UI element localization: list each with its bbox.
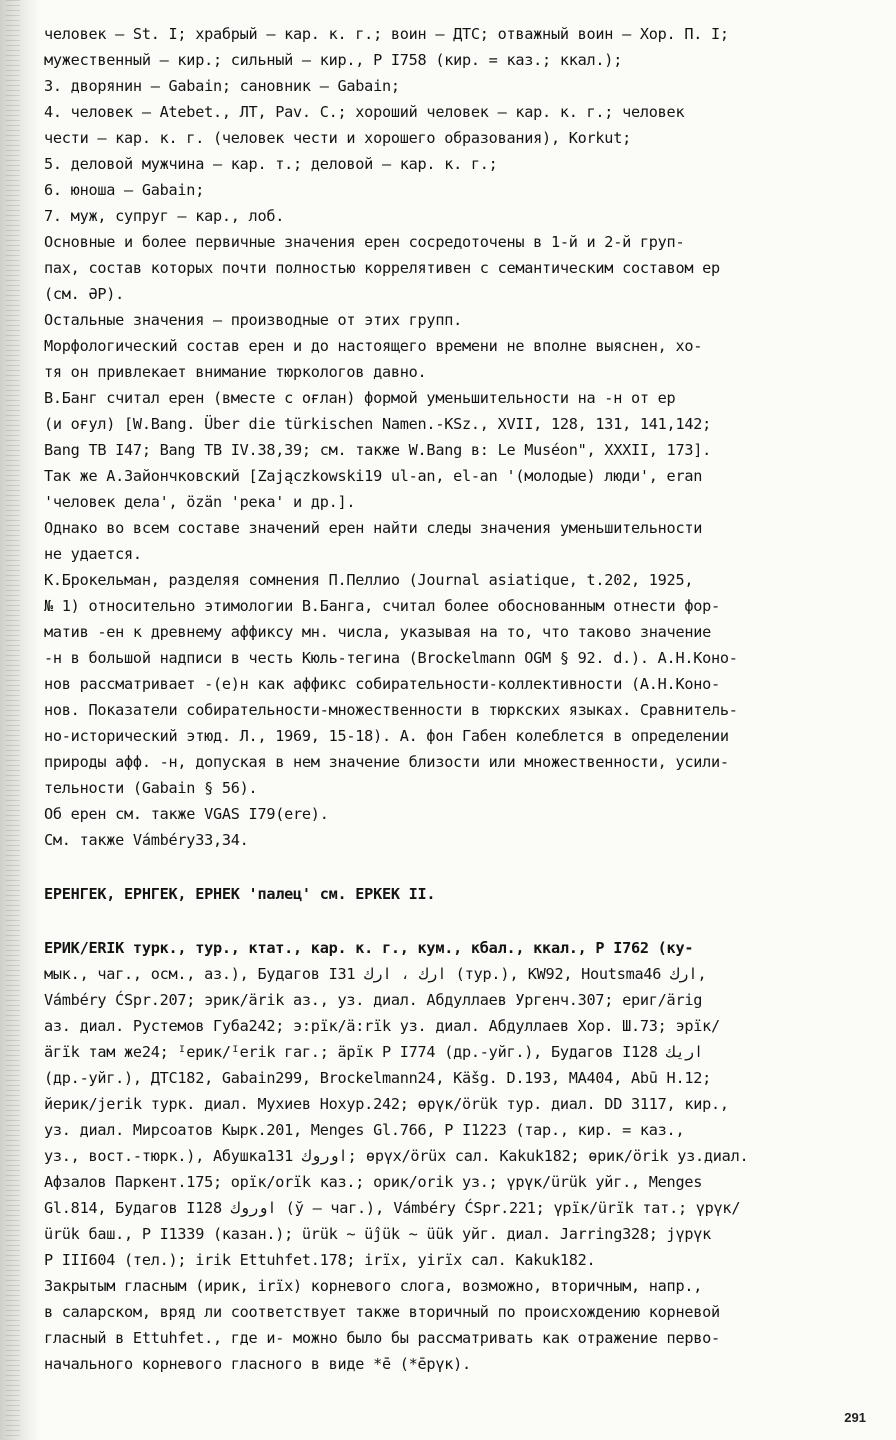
text-line-24: матив -ен к древнему аффиксу мн. числа, указывая на то, что таково значение — [44, 623, 712, 641]
text-line-16: (и оғул) [W.Bang. Über die türkischen Namen.-KSz., XVII, 128, 131, 141,142; — [44, 415, 712, 433]
text-line-31: Об ерен см. также VGAS I79(ere). — [44, 805, 329, 823]
text-line-10: пах, состав которых почти полностью коррелятивен с семантическим составом ер — [44, 259, 720, 277]
text-line-22: К.Брокельман, разделяя сомнения П.Пеллио (Journal asiatique, t.202, 1925, — [44, 571, 694, 589]
text-line-44: уз., вост.-тюрк.), Абушка131 اوروك; өрүх/örüx сал. Kakuk182; өрик/örik уз.диал. — [44, 1147, 749, 1165]
text-line-35 — [44, 912, 866, 934]
text-line-23: № 1) относительно этимологии В.Банга, считал более обоснованным отнести фор- — [44, 597, 720, 615]
text-line-18: Так же А.Зайончковский [Zajączkowski19 ul-an, el-an '(молодые) люди', eran — [44, 467, 703, 485]
text-line-28: но-исторический этюд. Л., 1969, 15-18). А. фон Габен колеблется в определении — [44, 727, 729, 745]
text-line-3: 3. дворянин – Gabain; сановник – Gabain; — [44, 77, 400, 95]
text-line-39: аз. диал. Рустемов Губа242; э:рїк/ä:rїk уз. диал. Абдуллаев Хор. Ш.73; эрїк/ — [44, 1017, 720, 1035]
text-line-6: 5. деловой мужчина – кар. т.; деловой – кар. к. г.; — [44, 155, 498, 173]
scan-noise-strip — [6, 0, 20, 1440]
text-line-52: начального корневого гласного в виде *ē (*ēрүк). — [44, 1355, 471, 1373]
text-line-38: Vámbéry ĆSpr.207; эрик/ärik аз., уз. диал. Абдуллаев Ургенч.307; ериг/ärig — [44, 991, 703, 1009]
text-line-45: Афзалов Паркент.175; орїк/orїk каз.; орик/orik уз.; үрүк/ürük уйг., Menges — [44, 1173, 703, 1191]
text-line-41: (др.-уйг.), ДТС182, Gabain299, Brockelmann24, Käšg. D.193, MA404, Abū H.12; — [44, 1069, 712, 1087]
text-line-5: чести – кар. к. г. (человек чести и хорошего образования), Korkut; — [44, 129, 631, 147]
text-line-4: 4. человек – Atebet., ЛТ, Pav. C.; хороший человек – кар. к. г.; человек — [44, 103, 685, 121]
text-line-9: Основные и более первичные значения ерен сосредоточены в 1-й и 2-й груп- — [44, 233, 685, 251]
text-line-26: нов рассматривает -(е)н как аффикс собирательности-коллективности (А.Н.Коно- — [44, 675, 720, 693]
text-line-43: уз. диал. Мирсоатов Кырк.201, Menges Gl.766, P I1223 (тар., кир. = каз., — [44, 1121, 685, 1139]
text-line-48: P III604 (тел.); irik Ettuhfet.178; irїx, yirїx сал. Kakuk182. — [44, 1251, 596, 1269]
text-line-8: 7. муж, супруг – кар., лоб. — [44, 207, 285, 225]
text-line-11: (см. ӘР). — [44, 285, 125, 303]
text-line-2: мужественный – кир.; сильный – кир., P I758 (кир. = каз.; ккал.); — [44, 51, 623, 69]
text-line-13: Морфологический состав ерен и до настоящего времени не вполне выяснен, хо- — [44, 337, 703, 355]
text-line-47: ürük баш., P I1339 (казан.); ürük ~ üĵük ~ üük уйг. диал. Jarring328; jүрүк — [44, 1225, 712, 1243]
entry-heading-erik: ЕРИК/ERIK турк., тур., ктат., кар. к. г., кум., кбал., ккал., P I762 (ку- — [44, 939, 694, 957]
text-line-25: -н в большой надписи в честь Кюль-тегина (Brockelmann OGM § 92. d.). А.Н.Коно- — [44, 649, 738, 667]
text-line-53 — [44, 1380, 866, 1402]
text-line-1: человек – St. I; храбрый – кар. к. г.; воин – ДТС; отважный воин – Хор. П. I; — [44, 25, 729, 43]
text-line-7: 6. юноша – Gabain; — [44, 181, 205, 199]
text-line-20: Однако во всем составе значений ерен найти следы значения уменьшительности — [44, 519, 703, 537]
text-line-14: тя он привлекает внимание тюркологов давно. — [44, 363, 427, 381]
text-line-40: äгїk там же24; ᴵерик/ᴵerik гаг.; äрїк P I774 (др.-уйг.), Будагов I128 اريك — [44, 1043, 704, 1061]
dictionary-page — [44, 24, 866, 1416]
text-line-21: не удается. — [44, 545, 142, 563]
text-line-33 — [44, 856, 866, 878]
text-line-17: Bang TB I47; Bang TB IV.38,39; см. также W.Bang в: Le Muséon", XXXII, 173]. — [44, 441, 712, 459]
text-line-42: йерик/jerik турк. диал. Мухиев Нохур.242; өрүк/örük тур. диал. DD 3117, кир., — [44, 1095, 729, 1113]
text-line-37: мык., чаг., осм., аз.), Будагов I31 ارك ، ارك (тур.), KW92, Houtsma46 ارك, — [44, 965, 707, 983]
text-line-49: Закрытым гласным (ирик, irїx) корневого слога, возможно, вторичным, напр., — [44, 1277, 703, 1295]
entry-heading-erengek: ЕРЕНГЕК, ЕРНГЕК, ЕРНЕК 'палец' см. ЕРКЕК II. — [44, 885, 436, 903]
text-line-19: 'человек дела', özän 'река' и др.]. — [44, 493, 356, 511]
text-line-32: См. также Vámbéry33,34. — [44, 831, 249, 849]
text-line-50: в саларском, вряд ли соответствует также вторичный по происхождению корневой — [44, 1303, 720, 1321]
text-line-46: Gl.814, Будагов I128 اوروك (ў – чаг.), Vámbéry ĆSpr.221; үрїк/ürїk тат.; үрүк/ — [44, 1199, 741, 1217]
text-line-51: гласный в Ettuhfet., где и- можно было бы рассматривать как отражение перво- — [44, 1329, 720, 1347]
text-line-15: В.Банг считал ерен (вместе с оғлан) формой уменьшительности на -н от ер — [44, 389, 676, 407]
text-line-12: Остальные значения – производные от этих групп. — [44, 311, 463, 329]
text-line-29: природы афф. -н, допуская в нем значение близости или множественности, усили- — [44, 753, 729, 771]
text-line-30: тельности (Gabain § 56). — [44, 779, 258, 797]
page-number: 291 — [844, 1410, 866, 1425]
text-line-27: нов. Показатели собирательности-множественности в тюркских языках. Сравнитель- — [44, 701, 738, 719]
